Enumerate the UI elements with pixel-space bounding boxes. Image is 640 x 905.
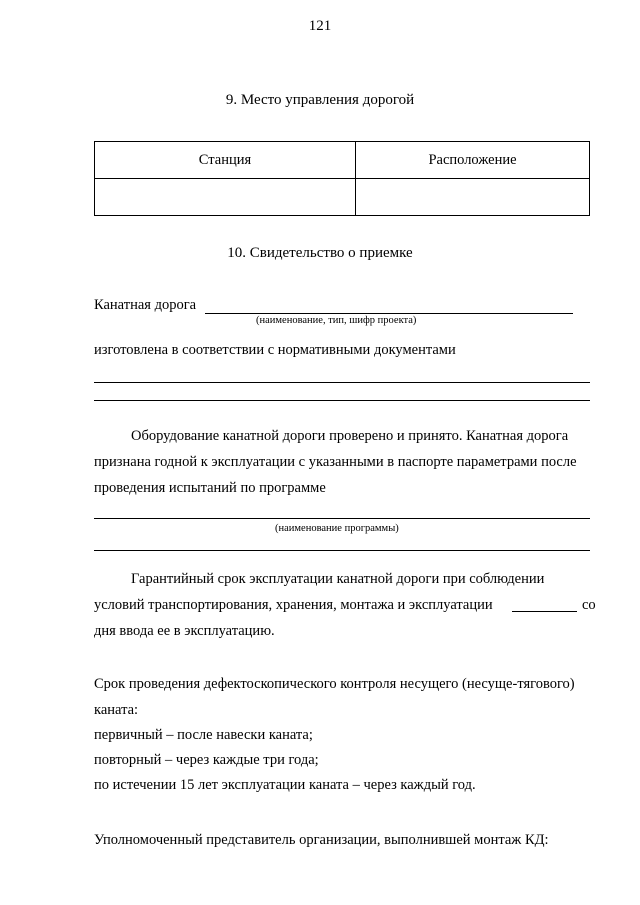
equipment-line-2: признана годной к эксплуатации с указанными в паспорте параметрами после [94,454,577,470]
ropeway-caption: (наименование, тип, шифр проекта) [256,315,417,326]
control-place-table [94,141,590,216]
inspection-line-5: по истечении 15 лет эксплуатации каната – через каждый год. [94,777,476,793]
manufactured-text: изготовлена в соответствии с нормативными документами [94,342,456,358]
column-header-station: Станция [95,142,356,179]
inspection-line-2: каната: [94,702,139,718]
warranty-line-2: условий транспортирования, хранения, монтажа и эксплуатации [94,597,493,613]
program-caption: (наименование программы) [275,523,399,534]
inspection-line-4: повторный – через каждые три года; [94,752,319,768]
column-header-location: Расположение [356,142,590,179]
normative-docs-line-2[interactable] [94,400,590,401]
warranty-line-2-end: со [582,597,596,613]
section-10-title: 10. Свидетельство о приемке [227,245,413,261]
inspection-line-3: первичный – после навески каната; [94,727,313,743]
normative-docs-line-1[interactable] [94,382,590,383]
page-number: 121 [308,18,332,34]
location-cell[interactable] [356,179,590,216]
ropeway-name-line[interactable] [205,313,573,314]
representative-text: Уполномоченный представитель организации, выполнившей монтаж КД: [94,832,549,848]
program-name-line[interactable] [94,518,590,519]
inspection-line-1: Срок проведения дефектоскопического контроля несущего (несуще-тягового) [94,676,575,692]
equipment-line-1: Оборудование канатной дороги проверено и принято. Канатная дорога [131,428,569,444]
warranty-line-1: Гарантийный срок эксплуатации канатной дороги при соблюдении [131,571,545,587]
ropeway-label: Канатная дорога [94,297,197,313]
station-cell[interactable] [95,179,356,216]
equipment-line-3: проведения испытаний по программе [94,480,326,496]
warranty-line-3: дня ввода ее в эксплуатацию. [94,623,275,639]
section-9-title: 9. Место управления дорогой [225,92,415,108]
program-name-line-2[interactable] [94,550,590,551]
warranty-period-field[interactable] [512,611,577,612]
